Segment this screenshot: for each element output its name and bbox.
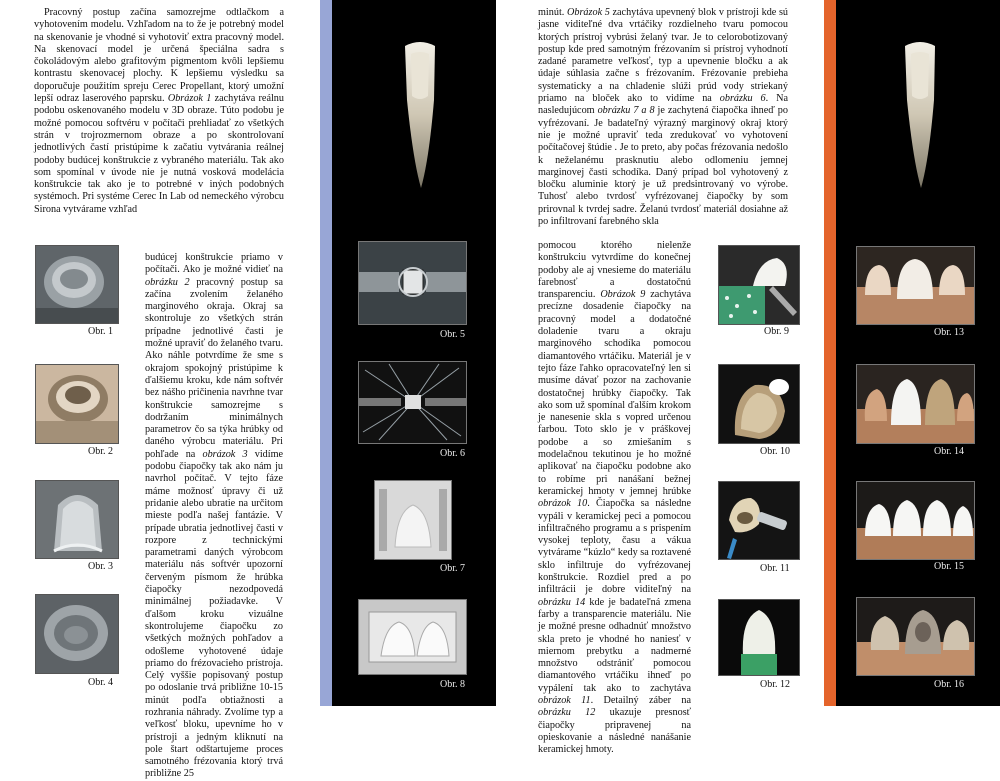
ref-obrazok-11: obrázok 11 [538, 694, 591, 706]
figure-4-crown-inner [35, 594, 119, 674]
caption-obr-4: Obr. 4 [88, 677, 113, 688]
figure-10-glass-powder [718, 364, 800, 444]
figure-14-before-after-infiltration [856, 364, 975, 444]
right-text-1: minút. [538, 7, 565, 18]
figure-16-metal-frames [856, 597, 975, 676]
left-col-text-1: budúcej konštrukcie priamo v počítači. Ako je možné vidieť na [145, 252, 283, 276]
left-col-text-3: vidíme podobu čiapočky tak ako nám ju navrhol počítač. V tejto fáze máme možnosť úpravy či už pridanie alebo ubratie na určitom mieste podľa našej fantázie. V prípade ubratia jednotlivej časti v rozpore z technickými parametrami daných výrobcom materiálu nás softvér upozorní červeným písmom že hrúbka čiapočky nezodpovedá minimálnej požiadavke. V ďalšom kroku vizuálne skontrolujeme čiapočku zo všetkých možných pohľadov a odošleme vyhotovené údaje priamo do frézovacieho prístroja. Celý vyššie popisovaný postup po odoslanie trvá približne 10-15 minút podľa obtiažnosti a rozhrania náhrady. Zvolíme typ a veľkosť bloku, upevníme ho v prístroji a jedným kliknutí na pole štart odštartujeme proces samotného frézovania ktorý trvá približne 25 [145, 448, 284, 780]
right-text-3: . Na nasledujúcom [538, 93, 789, 117]
caption-obr-2: Obr. 2 [88, 446, 113, 457]
figure-15-bridge-frames [856, 481, 975, 560]
ref-obrazku-2: obrázku 2 [145, 276, 190, 288]
caption-obr-10: Obr. 10 [760, 446, 790, 457]
blue-stripe [320, 0, 332, 706]
figure-3-crown-design [35, 480, 119, 559]
left-text-column [145, 252, 283, 781]
right-col-5: . Detailný záber na [590, 694, 691, 706]
caption-obr-12: Obr. 12 [760, 679, 790, 690]
figure-1-scan-model [35, 245, 119, 324]
ref-obrazku-7-8: obrázku 7 a 8 [597, 105, 655, 117]
caption-obr-9: Obr. 9 [764, 326, 789, 337]
caption-obr-8: Obr. 8 [440, 679, 465, 690]
tooth-image-right [899, 40, 941, 190]
figure-12-cap-detail [718, 599, 800, 676]
caption-obr-1: Obr. 1 [88, 326, 113, 337]
ref-obrazok-1: Obrázok 1 [167, 93, 212, 105]
left-text-top [34, 7, 284, 216]
left-paragraph-1b: zachytáva reálnu podobu oskenovaného modelu v 3D obraze. Túto podobu je možné pomocou softvéru v počítači prehliadať zo všetkých strán v trojrozmernom obraze a po skontrolovaní jednotlivých častí pristúpime k začatiu vytvárania reálnej podoby budúcej konštrukcie z vybraného materiálu. Tak ako som spomínal v úvode nie je nutná vosková modelácia konštrukcie tak ako je to potrebné v iných podobných systémoch. Pri systéme Cerec In Lab od nemeckého výrobcu Sirona vytvárame vzhľad [34, 93, 284, 215]
figure-6-water-cooling [358, 361, 467, 444]
left-col-text-2: pracovný postup sa začína zvolením želaného marginového okraja. Okraj sa skontroluje zo všetkých strán prípadne jednotlivé časti je možné upraviť do želaného tvaru. Ako náhle potvrdíme že sme s okrajom spokojný pristúpime k ďalšiemu kroku, kde nám softvér bez nášho pričinenia navrhne tvar konštrukcie samozrejme s dodržaním minimálnych parametrov čo sa týka hrúbky od daného výrobcu materiálu. Pri pohľade na [145, 276, 284, 460]
figure-8-block-cap [358, 599, 467, 675]
figure-9-diamond-bur [718, 245, 800, 325]
orange-stripe [824, 0, 836, 706]
ref-obrazok-9: Obrázok 9 [600, 289, 646, 301]
tooth-image-left [399, 40, 441, 190]
black-panel-right [836, 0, 1000, 706]
ref-obrazku-6: obrázku 6 [719, 93, 766, 105]
caption-obr-15: Obr. 15 [934, 561, 964, 572]
left-paragraph-1: Pracovný postup začína samozrejme odtlačkom a vyhotovením modelu. Vzhľadom na to že je potrebný model na skenovanie je vhodné si vyhotoviť extra pracovný model. Na skenovací model je určená špeciálna sadra s čokoládovým alebo grafitovým pigmentom kvôli lepšiemu kontrastu skenovacej plochy. K lepšiemu výsledku sa doporučuje použitím spreju Cerec Propellant, ktorý umožní lepší odraz laserového paprsku. [34, 7, 284, 105]
right-col-3: . Čiapočka sa následne vypáli v keramickej peci a pomocou infiltračného programu a s prispením vysokej teploty, času a vákua vytvárame “kúzlo“ kedy sa roztavené sklo infiltruje do vyfrézovanej konštrukcie. Rozdiel pred a po infiltrácii je dobre viditeľný na [538, 498, 692, 596]
figure-13-caps-on-model [856, 246, 975, 325]
caption-obr-11: Obr. 11 [760, 563, 790, 574]
caption-obr-6: Obr. 6 [440, 448, 465, 459]
caption-obr-5: Obr. 5 [440, 329, 465, 340]
caption-obr-14: Obr. 14 [934, 446, 964, 457]
right-text-4: je zachytená čiapočka ihneď po vyfrézovaní. Je badateľný výrazný marginový okraj ktorý nie je možné upraviť teda zredukovať vo vyhotovení počítačovej štúdie . Je to preto, aby počas frézovania nedošlo k neželanému prasknutiu alebo odlomeniu jemnej marginovej časti schodíka. Daný prípad bol vyhotovený z bločku aluminie ktorý je už predsintrovaný vo výrobe. Tuhosť alebo tvrdosť vyfrézovanej čiapočky by som prirovnal k tvrdej sadre. Želanú tvrdosť materiál dosiahne až po infiltrovaní farebného skla [538, 105, 788, 228]
ref-obrazok-5: Obrázok 5 [567, 7, 610, 18]
ref-obrazok-3: obrázok 3 [202, 448, 248, 460]
right-text-top [538, 7, 788, 228]
caption-obr-16: Obr. 16 [934, 679, 964, 690]
right-col-2: zachytáva precízne dosadenie čiapočky na pracovný model a dodatočné doladenie tvaru a okraju marginového schodíka pomocou diamantového vrtáčiku. Materiál je v tejto fáze ľahko opracovateľný len si musíme dávať pozor na zachovanie dostatočnej hrúbky čiapočky. Tak ako som už spomínal ďalším krokom je nanesenie skla s vopred určenou farbou. Toto sklo je v práškovej podobe a so zmiešaním s modelačnou tekutinou je ho možné aplikovať na čiapočku podobne ako to robíme pri nanášaní bežnej keramickej hmoty v jemnej hrúbke [538, 289, 692, 497]
black-panel-left [332, 0, 496, 706]
ref-obrazku-14: obrázku 14 [538, 596, 586, 608]
figure-2-margin [35, 364, 119, 444]
figure-11-excess-removal [718, 481, 800, 560]
caption-obr-3: Obr. 3 [88, 561, 113, 572]
right-text-2: zachytáva upevnený blok v prístroji kde sú jasne viditeľné dva vrtáčiky rozdielneho tvaru pomocou ktorých prístroj vybrúsi želaný tvar. Je to celorobotizovaný postup kde pred samotným frézovaním si prístroj vyhodnotí zadané parametre veľkosť, typ a upevnenie bločku a ak údaje súhlasia začne s frézovaním. Frézovanie prebieha systematicky a na chladenie slúži prúd vody striekaný priamo na bloček ako to vidíme na [538, 7, 789, 105]
ref-obrazku-12: obrázku 12 [538, 707, 596, 719]
caption-obr-7: Obr. 7 [440, 563, 465, 574]
figure-7-milled-cap [374, 480, 452, 560]
right-col-1: pomocou ktorého nielenže konštrukciu vytvrdíme do konečnej podoby ale aj vnesieme do materiálu farebnosť a dostatočnú transparenciu. [538, 240, 691, 301]
right-col-6: ukazuje presnosť čiapočky pripravenej na opieskovanie a následné nanášanie keramickej hmoty. [538, 707, 692, 756]
right-col-4: kde je badateľná zmena farby a transparencie materiálu. Nie je možné presne odhadnúť množstvo skla preto je vhodné ho naniesť v miernom prebytku a nadmerné množstvo odstrániť pomocou diamantového vrtáčiku ihneď po vypálení tak ako to zachytáva [538, 596, 692, 694]
right-text-column [538, 240, 691, 756]
caption-obr-13: Obr. 13 [934, 327, 964, 338]
figure-5-milling-block [358, 241, 467, 325]
ref-obrazok-10: obrázok 10 [538, 498, 588, 510]
